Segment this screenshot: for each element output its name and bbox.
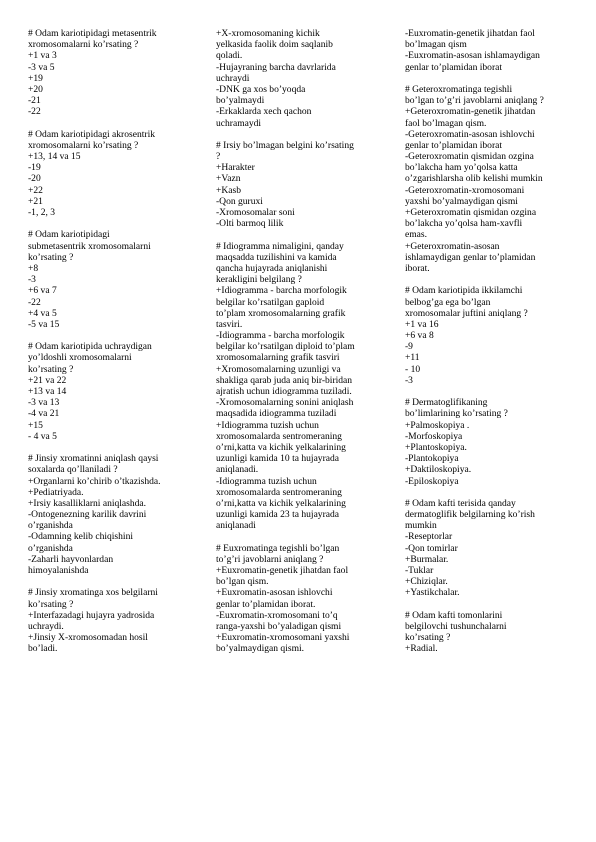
text-line: -Reseptorlar — [405, 531, 453, 543]
text-line: bo’yalmaydigan qismi. — [216, 643, 305, 655]
block-spacer — [216, 229, 398, 240]
text-line: +Palmoskopiya . — [405, 419, 470, 431]
text-line: +6 va 7 — [28, 285, 57, 297]
question-text: # Odam kariotipidagi metasentrik — [28, 28, 157, 39]
text-line: +Radial. — [405, 643, 438, 655]
block-spacer — [28, 442, 208, 453]
text-line: +13, 14 va 15 — [28, 151, 81, 163]
text-line: qancha hujayrada aniqlanishi — [216, 262, 328, 274]
question-block — [216, 543, 398, 655]
text-line: -3 — [28, 274, 36, 286]
text-line: -1, 2, 3 — [28, 207, 56, 218]
text-line: +21 va 22 — [28, 374, 67, 386]
text-line: dermatoglifik belgilarning ko’rish — [405, 509, 535, 521]
text-line: belgilar ko’rsatilgan gaploid — [216, 296, 325, 308]
text-line: xromosomalar juftini aniqlang ? — [405, 307, 528, 319]
text-line: -Erkaklarda xech qachon — [216, 106, 312, 118]
text-line: to’plam xromosomalarning grafik — [216, 307, 346, 319]
text-line: +1 va 16 — [405, 318, 439, 330]
text-line: +Plantoskopiya. — [405, 441, 467, 453]
text-line: -Qon tomirlar — [405, 542, 458, 554]
block-spacer — [28, 118, 208, 129]
text-line: -Euxromatin-genetik jihatdan faol — [405, 28, 535, 39]
text-line: +Harakter — [216, 162, 255, 174]
text-line: +Euxromatin-asosan ishlovchi — [216, 587, 333, 599]
text-line: xromosomalarda sentromeraning — [216, 430, 342, 442]
text-line: -20 — [28, 173, 41, 185]
text-line: -19 — [28, 162, 41, 174]
text-line: +15 — [28, 419, 43, 431]
text-line: +Vazn — [216, 173, 241, 185]
text-line: bo’limlarining ko’rsating ? — [405, 408, 508, 420]
block-spacer — [216, 531, 398, 542]
block-spacer — [216, 129, 398, 140]
question-text: # Idiogramma nimaligini, qanday — [216, 240, 344, 252]
text-line: xromosomalarning grafik tasviri — [216, 352, 340, 364]
text-line: +Geteroxromatin qismidan ozgina — [405, 207, 537, 218]
text-line: -Xromosomalarning sonini aniqlash — [216, 397, 354, 409]
text-line: +Xromosomalarning uzunligi va — [216, 363, 341, 375]
column-2 — [216, 28, 398, 655]
text-line: +4 va 5 — [28, 307, 57, 319]
text-line: bo’lgan qism. — [216, 576, 269, 588]
question-text: # Jinsiy xromatinni aniqlash qaysi — [28, 453, 159, 465]
text-line: +Kasb — [216, 184, 242, 196]
text-line: belgilovchi tushunchalarni — [405, 620, 507, 632]
question-block — [405, 610, 590, 655]
text-line: o’rni,katta va kichik yelkalarining — [216, 497, 346, 509]
column-1 — [28, 28, 208, 655]
text-line: aniqlanadi — [216, 520, 256, 532]
question-block — [28, 129, 208, 219]
text-line: to’g’ri javoblarni aniqlang ? — [216, 553, 324, 565]
text-line: maqsadda tuzilishini va kamida — [216, 251, 337, 263]
text-line: yaxshi bo’yalmaydigan qismi — [405, 195, 518, 207]
question-text: # Jinsiy xromatinga xos belgilarni — [28, 587, 158, 599]
text-line: -Ontogenezning karilik davrini — [28, 509, 147, 521]
text-line: emas. — [405, 229, 428, 241]
text-line: +21 — [28, 195, 43, 207]
column-3 — [405, 28, 590, 655]
question-text: # Dermatoglifikaning — [405, 397, 488, 409]
text-line: xromosomalarni ko’rsating ? — [28, 139, 139, 151]
text-line: bo’yalmaydi — [216, 95, 265, 107]
text-line: bo’lakcha yo’qolsa ham-xavfli — [405, 218, 523, 230]
question-text: # Odam kafti terisida qanday — [405, 497, 516, 509]
text-line: - 10 — [405, 363, 421, 375]
question-text: # Odam kariotipida uchraydigan — [28, 341, 152, 353]
block-spacer — [28, 218, 208, 229]
question-block — [28, 28, 208, 118]
text-line: ranga-yaxshi bo’yaladigan qismi — [216, 620, 342, 632]
text-line: -Geteroxromatin qismidan ozgina — [405, 151, 534, 163]
question-text: # Irsiy bo’lmagan belgini ko’rsating — [216, 139, 354, 151]
text-line: uchraydi. — [28, 620, 64, 632]
text-line: -22 — [28, 106, 41, 118]
question-block — [405, 28, 590, 73]
text-line: yo’ldoshli xromosomalarni — [28, 352, 132, 364]
text-line: ko’rsating ? — [28, 363, 74, 375]
text-line: o’zgarishlarsha olib kelishi mumkin — [405, 173, 543, 185]
block-spacer — [405, 73, 590, 84]
question-block — [28, 229, 208, 330]
text-line: -3 va 5 — [28, 61, 55, 73]
question-block — [405, 84, 590, 274]
text-line: genlar to’plamidan iborat. — [216, 598, 316, 610]
text-line: +Organlarni ko’chirib o’tkazishda. — [28, 475, 161, 487]
text-line: uzunligi kamida 10 ta hujayrada — [216, 453, 340, 465]
text-line: bo’ladi. — [28, 643, 58, 655]
text-line: faol bo’lmagan qism. — [405, 117, 487, 129]
text-line: -Geteroxromatin-asosan ishlovchi — [405, 128, 535, 140]
text-line: +X-xromosomaning kichik — [216, 28, 320, 39]
text-line: soxalarda qo’llaniladi ? — [28, 464, 118, 476]
question-block — [216, 28, 398, 129]
block-spacer — [405, 599, 590, 610]
text-line: uzunligi kamida 23 ta hujayrada — [216, 509, 340, 521]
text-line: -3 va 13 — [28, 397, 60, 409]
text-line: uchramaydi — [216, 117, 262, 129]
question-block — [216, 140, 398, 230]
text-line: ajratish uchun idiogramma tuziladi. — [216, 386, 352, 397]
text-line: qoladi. — [216, 50, 243, 62]
text-line: +Pediatriyada. — [28, 486, 84, 498]
text-line: submetasentrik xromosomalarni — [28, 240, 151, 252]
text-line: +Euxromatin-xromosomani yaxshi — [216, 632, 350, 644]
text-line: -Tuklar — [405, 565, 434, 576]
text-line: -4 va 21 — [28, 408, 60, 420]
text-line: +13 va 14 — [28, 386, 67, 397]
text-line: -Qon guruxi — [216, 195, 263, 207]
text-line: genlar to’plamidan iborat — [405, 61, 503, 73]
text-line: iborat. — [405, 262, 430, 274]
question-block — [405, 285, 590, 386]
text-line: +Idiogramma tuzish uchun — [216, 419, 319, 431]
question-block — [28, 587, 208, 654]
text-line: -Epiloskopiya — [405, 475, 459, 487]
text-line: o’rganishda — [28, 542, 73, 554]
text-line: +Interfazadagi hujayra yadrosida — [28, 609, 155, 621]
text-line: bo’lmagan qism — [405, 39, 467, 51]
question-block — [28, 453, 208, 576]
text-line: ko’rsating ? — [28, 598, 74, 610]
text-line: +1 va 3 — [28, 50, 57, 62]
text-line: +Irsiy kasalliklarni aniqlashda. — [28, 497, 147, 509]
text-line: -21 — [28, 95, 41, 107]
text-line: shakliga qarab juda aniq bir-biridan — [216, 374, 353, 386]
text-line: o’rni,katta va kichik yelkalarining — [216, 441, 346, 453]
text-line: -Xromosomalar soni — [216, 207, 295, 218]
text-line: -Hujayraning barcha davrlarida — [216, 61, 336, 73]
text-line: +Daktiloskopiya. — [405, 464, 472, 476]
text-line: ko’rsating ? — [28, 251, 74, 263]
text-line: -Euxromatin-asosan ishlamaydigan — [405, 50, 540, 62]
text-line: -DNK ga xos bo’yoqda — [216, 83, 306, 95]
text-line: uchraydi — [216, 72, 250, 84]
block-spacer — [28, 330, 208, 341]
text-line: +22 — [28, 184, 43, 196]
text-line: +11 — [405, 352, 420, 364]
text-line: -Geteroxromatin-xromosomani — [405, 184, 525, 196]
text-line: ishlamaydigan genlar to’plamidan — [405, 251, 536, 263]
text-line: -22 — [28, 296, 41, 308]
question-block — [28, 341, 208, 442]
text-line: -Morfoskopiya — [405, 430, 463, 442]
text-line: -Plantokopiya — [405, 453, 459, 465]
text-line: - 4 va 5 — [28, 430, 57, 442]
text-line: maqsadida idiogramma tuziladi — [216, 408, 337, 420]
question-block — [405, 498, 590, 599]
block-spacer — [405, 487, 590, 498]
text-line: ? — [216, 151, 221, 163]
text-line: tasviri. — [216, 318, 243, 330]
block-spacer — [28, 576, 208, 587]
question-text: # Geteroxromatinga tegishli — [405, 83, 513, 95]
text-line: bo’lgan to’g’ri javoblarni aniqlang ? — [405, 95, 544, 107]
text-line: +Idiogramma - barcha morfologik — [216, 285, 347, 297]
question-block — [216, 241, 398, 532]
text-line: xromosomalarni ko’rsating ? — [28, 39, 139, 51]
text-line: -Euxromatin-xromosomani to’q — [216, 609, 338, 621]
text-line: -Idiogramma tuzish uchun — [216, 475, 317, 487]
text-line: genlar to’plamidan iborat — [405, 139, 503, 151]
text-line: aniqlanadi. — [216, 464, 259, 476]
text-line: +6 va 8 — [405, 330, 434, 342]
text-line: +19 — [28, 72, 43, 84]
text-line: +Euxromatin-genetik jihatdan faol — [216, 565, 349, 576]
block-spacer — [405, 274, 590, 285]
text-line: kerakligini belgilang ? — [216, 274, 302, 286]
text-line: belbog’ga ega bo’lgan — [405, 296, 491, 308]
text-line: -5 va 15 — [28, 318, 60, 330]
question-text: # Odam kariotipidagi akrosentrik — [28, 128, 155, 140]
text-line: +Chiziqlar. — [405, 576, 448, 588]
text-line: +8 — [28, 262, 39, 274]
text-line: o’rganishda — [28, 520, 73, 532]
question-block — [405, 397, 590, 487]
text-line: bo’lakcha ham yo’qolsa katta — [405, 162, 518, 174]
text-line: xromosomalarda sentromeraning — [216, 486, 342, 498]
text-line: +Burmalar. — [405, 553, 449, 565]
text-line: ko’rsating ? — [405, 632, 451, 644]
text-line: belgilar ko’rsatilgan diploid to’plam — [216, 341, 355, 353]
text-line: -Idiogramma - barcha morfologik — [216, 330, 345, 342]
question-text: # Odam kariotipida ikkilamchi — [405, 285, 523, 297]
text-line: +Geteroxromatin-asosan — [405, 240, 500, 252]
text-line: -9 — [405, 341, 413, 353]
text-line: +20 — [28, 83, 43, 95]
block-spacer — [405, 386, 590, 397]
text-line: +Jinsiy X-xromosomadan hosil — [28, 632, 148, 644]
text-line: mumkin — [405, 520, 437, 532]
text-line: himoyalanishda — [28, 565, 89, 576]
question-text: # Odam kafti tomonlarini — [405, 609, 503, 621]
text-line: +Geteroxromatin-genetik jihatdan — [405, 106, 536, 118]
text-line: -Olti barmoq lilik — [216, 218, 284, 230]
text-line: -Zaharli hayvonlardan — [28, 553, 114, 565]
text-line: -Odamning kelib chiqishini — [28, 531, 134, 543]
text-line: +Yastikchalar. — [405, 587, 460, 599]
text-line: -3 — [405, 374, 413, 386]
question-text: # Odam kariotipidagi — [28, 229, 110, 241]
question-text: # Euxromatinga tegishli bo’lgan — [216, 542, 340, 554]
text-line: yelkasida faolik doim saqlanib — [216, 39, 333, 51]
